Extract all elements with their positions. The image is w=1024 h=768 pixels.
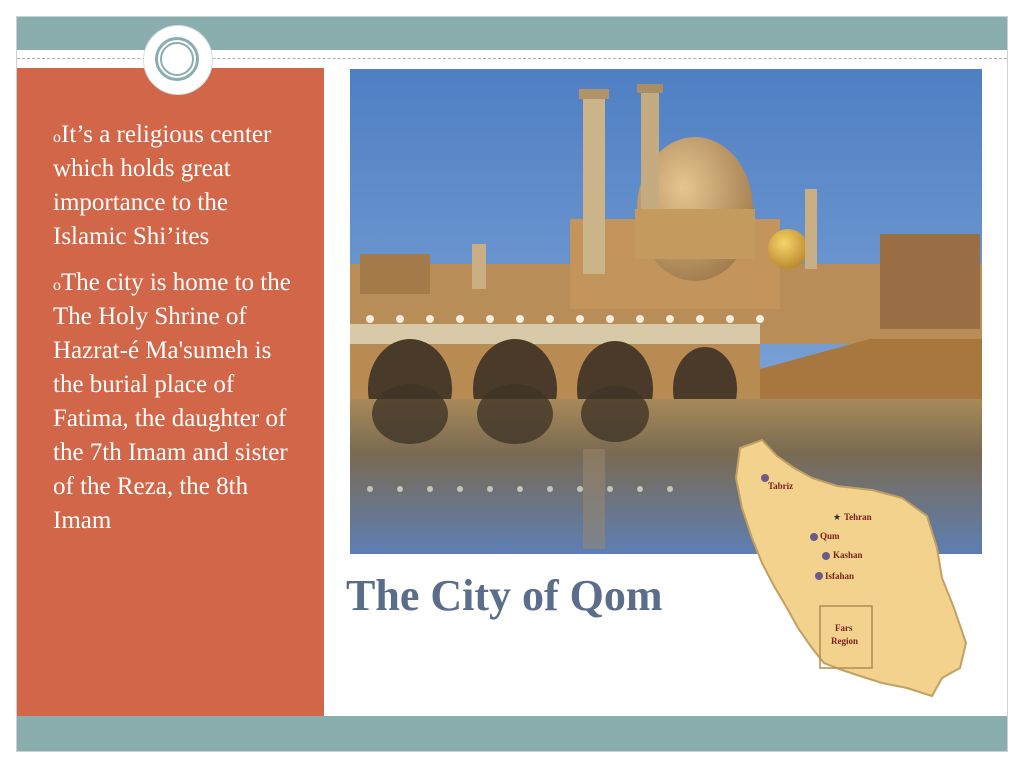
bottom-band <box>17 716 1007 751</box>
map-label-tabriz: Tabriz <box>768 481 794 491</box>
minaret <box>583 89 605 274</box>
city-marker-isfahan <box>815 572 823 580</box>
bullet-item <box>53 118 298 254</box>
golden-dome <box>768 229 808 269</box>
map-label-tehran: Tehran <box>844 512 872 522</box>
bullet-item <box>53 266 298 538</box>
map-label-isfahan: Isfahan <box>825 571 855 581</box>
bullet-text: It’s a religious center which holds great importance to the Islamic Shi’ites <box>53 121 272 250</box>
iran-map <box>732 438 970 700</box>
map-country-shape <box>736 440 966 696</box>
minaret <box>805 189 817 269</box>
map-label-kashan: Kashan <box>833 550 863 560</box>
map-label-region: Region <box>831 636 858 646</box>
minaret <box>641 84 659 209</box>
slide-title: The City of Qom <box>346 571 663 620</box>
bullet-marker: o <box>53 277 61 294</box>
bullet-marker: o <box>53 129 61 146</box>
map-label-qum: Qum <box>820 531 840 541</box>
city-marker-kashan <box>822 552 830 560</box>
bullet-list <box>53 118 298 550</box>
city-marker-qum <box>810 533 818 541</box>
map-label-fars: Fars <box>835 623 853 633</box>
capital-star-icon: ★ <box>833 513 842 523</box>
bullet-text: The city is home to the The Holy Shrine of Hazrat-é Ma'sumeh is the burial place of Fatima, the daughter of the 7th Imam and sister of the Reza, the 8th Imam <box>53 269 291 534</box>
decorative-circle-inner <box>160 42 194 76</box>
